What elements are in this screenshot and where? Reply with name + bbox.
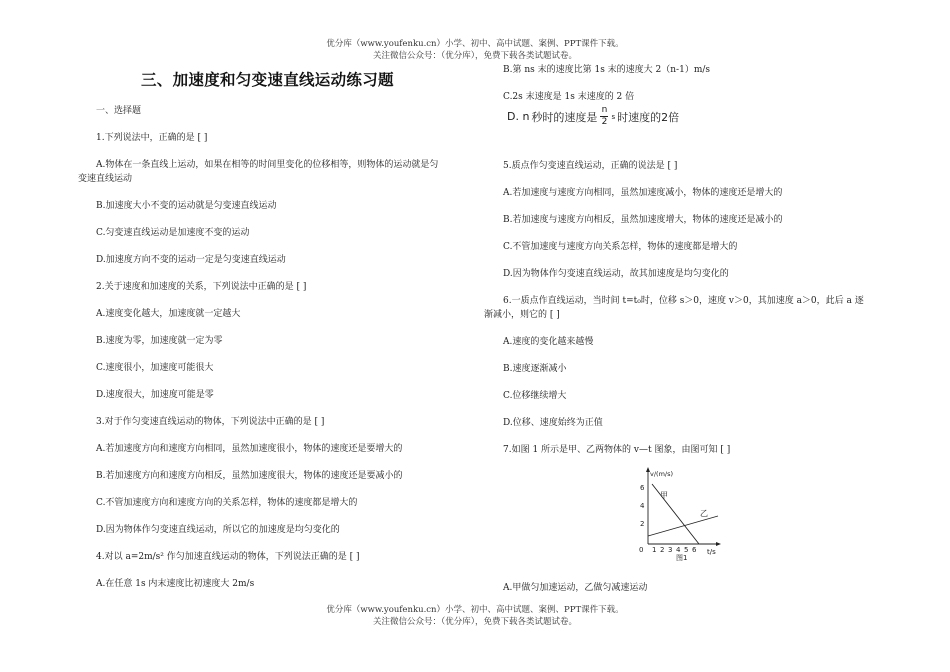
- q3-option-d: D.因为物体作匀变速直线运动，所以它的加速度是均匀变化的: [96, 525, 340, 535]
- footer-line-2: 关注微信公众号：（优分库），免费下载各类试题试卷。: [372, 617, 577, 627]
- q6-option-b: B.速度逐渐减小: [503, 364, 567, 374]
- q2-option-d: D.速度很大，加速度可能是零: [96, 390, 214, 400]
- q3-option-c: C.不管加速度方向和速度方向的关系怎样，物体的速度都是增大的: [96, 498, 358, 508]
- header-line-2: 关注微信公众号：（优分库），免费下载各类试题试卷。: [372, 51, 577, 61]
- q2-option-a: A.速度变化越大，加速度就一定越大: [96, 309, 241, 319]
- footer-line-1: 优分库（www.youfenku.cn）小学、初中、高中试题、案例、PPT课件下载。: [326, 605, 624, 615]
- q5-option-d: D.因为物体作匀变速直线运动，故其加速度是均匀变化的: [503, 269, 729, 279]
- q5-option-b: B.若加速度与速度方向相反，虽然加速度增大，物体的速度还是减小的: [503, 215, 783, 225]
- header-line-1: 优分库（www.youfenku.cn）小学、初中、高中试题、案例、PPT课件下载。: [326, 39, 624, 49]
- x-tick-1: 1: [652, 546, 657, 554]
- q6-option-d: D.位移、速度始终为正值: [503, 418, 603, 428]
- formula-text-2: 时速度的2倍: [617, 110, 680, 124]
- formula-text-1: 秒时的速度是: [531, 110, 598, 124]
- y-axis-label: v/(m/s): [650, 470, 674, 478]
- x-tick-3: 3: [668, 546, 673, 554]
- formula-denominator: 2: [601, 117, 608, 127]
- q1-option-b: B.加速度大小不变的运动就是匀变速直线运动: [96, 201, 277, 211]
- formula-numerator: n: [601, 105, 608, 115]
- q4-option-d-formula: [507, 106, 679, 127]
- question-1: 1.下列说法中，正确的是 [ ]: [96, 133, 208, 143]
- q3-option-b: B.若加速度方向和速度方向相反，虽然加速度很大，物体的速度还是要减小的: [96, 471, 403, 481]
- q1-option-c: C.匀变速直线运动是加速度不变的运动: [96, 228, 250, 238]
- q5-option-a: A.若加速度与速度方向相同，虽然加速度减小，物体的速度还是增大的: [503, 188, 783, 198]
- question-4: 4.对以 a=2m/s² 作匀加速直线运动的物体，下列说法正确的是 [ ]: [96, 552, 360, 562]
- series-yi-label: 乙: [700, 509, 708, 518]
- x-tick-5: 5: [684, 546, 689, 554]
- series-yi-line: [648, 516, 718, 536]
- question-5: 5.质点作匀变速直线运动，正确的说法是 [ ]: [503, 161, 678, 171]
- vt-graph-figure: [630, 464, 730, 564]
- y-tick-6: 6: [640, 484, 645, 492]
- x-axis-arrow: [716, 542, 721, 546]
- series-jia-label: 甲: [660, 491, 668, 500]
- section-heading: 一、选择题: [96, 106, 142, 116]
- page-header: [0, 38, 950, 62]
- x-tick-2: 2: [660, 546, 665, 554]
- y-tick-4: 4: [640, 502, 645, 510]
- q5-option-c: C.不管加速度与速度方向关系怎样，物体的速度都是增大的: [503, 242, 738, 252]
- formula-prefix: D. n: [507, 110, 530, 123]
- question-6: 6.一质点作直线运动，当时间 t=t₀时，位移 s＞0，速度 v＞0，其加速度 a＞0，此后 a 逐: [503, 296, 864, 306]
- page-title: 三、加速度和匀变速直线运动练习题: [141, 71, 394, 89]
- q4-option-c: C.2s 末速度是 1s 末速度的 2 倍: [503, 92, 635, 102]
- q1-option-d: D.加速度方向不变的运动一定是匀变速直线运动: [96, 255, 286, 265]
- x-tick-4: 4: [676, 546, 681, 554]
- y-tick-2: 2: [640, 520, 645, 528]
- q1-option-a-cont: 变速直线运动: [78, 174, 133, 184]
- q3-option-a: A.若加速度方向和速度方向相同，虽然加速度很小，物体的速度还是要增大的: [96, 444, 403, 454]
- q7-option-a: A.甲做匀加速运动，乙做匀减速运动: [503, 583, 648, 593]
- question-3: 3.对于作匀变速直线运动的物体，下列说法中正确的是 [ ]: [96, 417, 325, 427]
- question-6-cont: 渐减小，则它的 [ ]: [484, 310, 560, 320]
- question-2: 2.关于速度和加速度的关系，下列说法中正确的是 [ ]: [96, 282, 307, 292]
- formula-fraction: [600, 106, 608, 127]
- q1-option-a: A.物体在一条直线上运动，如果在相等的时间里变化的位移相等，则物体的运动就是匀: [96, 160, 439, 170]
- q6-option-a: A.速度的变化越来越慢: [503, 337, 594, 347]
- formula-sub: s: [611, 112, 616, 121]
- q4-option-a: A.在任意 1s 内末速度比初速度大 2m/s: [96, 579, 255, 589]
- page-footer: [0, 604, 950, 628]
- x-axis-label: t/s: [707, 548, 716, 556]
- q6-option-c: C.位移继续增大: [503, 391, 567, 401]
- x-tick-6: 6: [692, 546, 697, 554]
- question-7: 7.如图 1 所示是甲、乙两物体的 v—t 图象，由图可知 [ ]: [503, 445, 731, 455]
- q2-option-c: C.速度很小，加速度可能很大: [96, 363, 214, 373]
- q2-option-b: B.速度为零，加速度就一定为零: [96, 336, 223, 346]
- x-tick-0: 0: [639, 546, 644, 554]
- figure-caption: 图1: [676, 554, 688, 562]
- q4-option-b: B.第 ns 末的速度比第 1s 末的速度大 2（n-1）m/s: [503, 65, 711, 75]
